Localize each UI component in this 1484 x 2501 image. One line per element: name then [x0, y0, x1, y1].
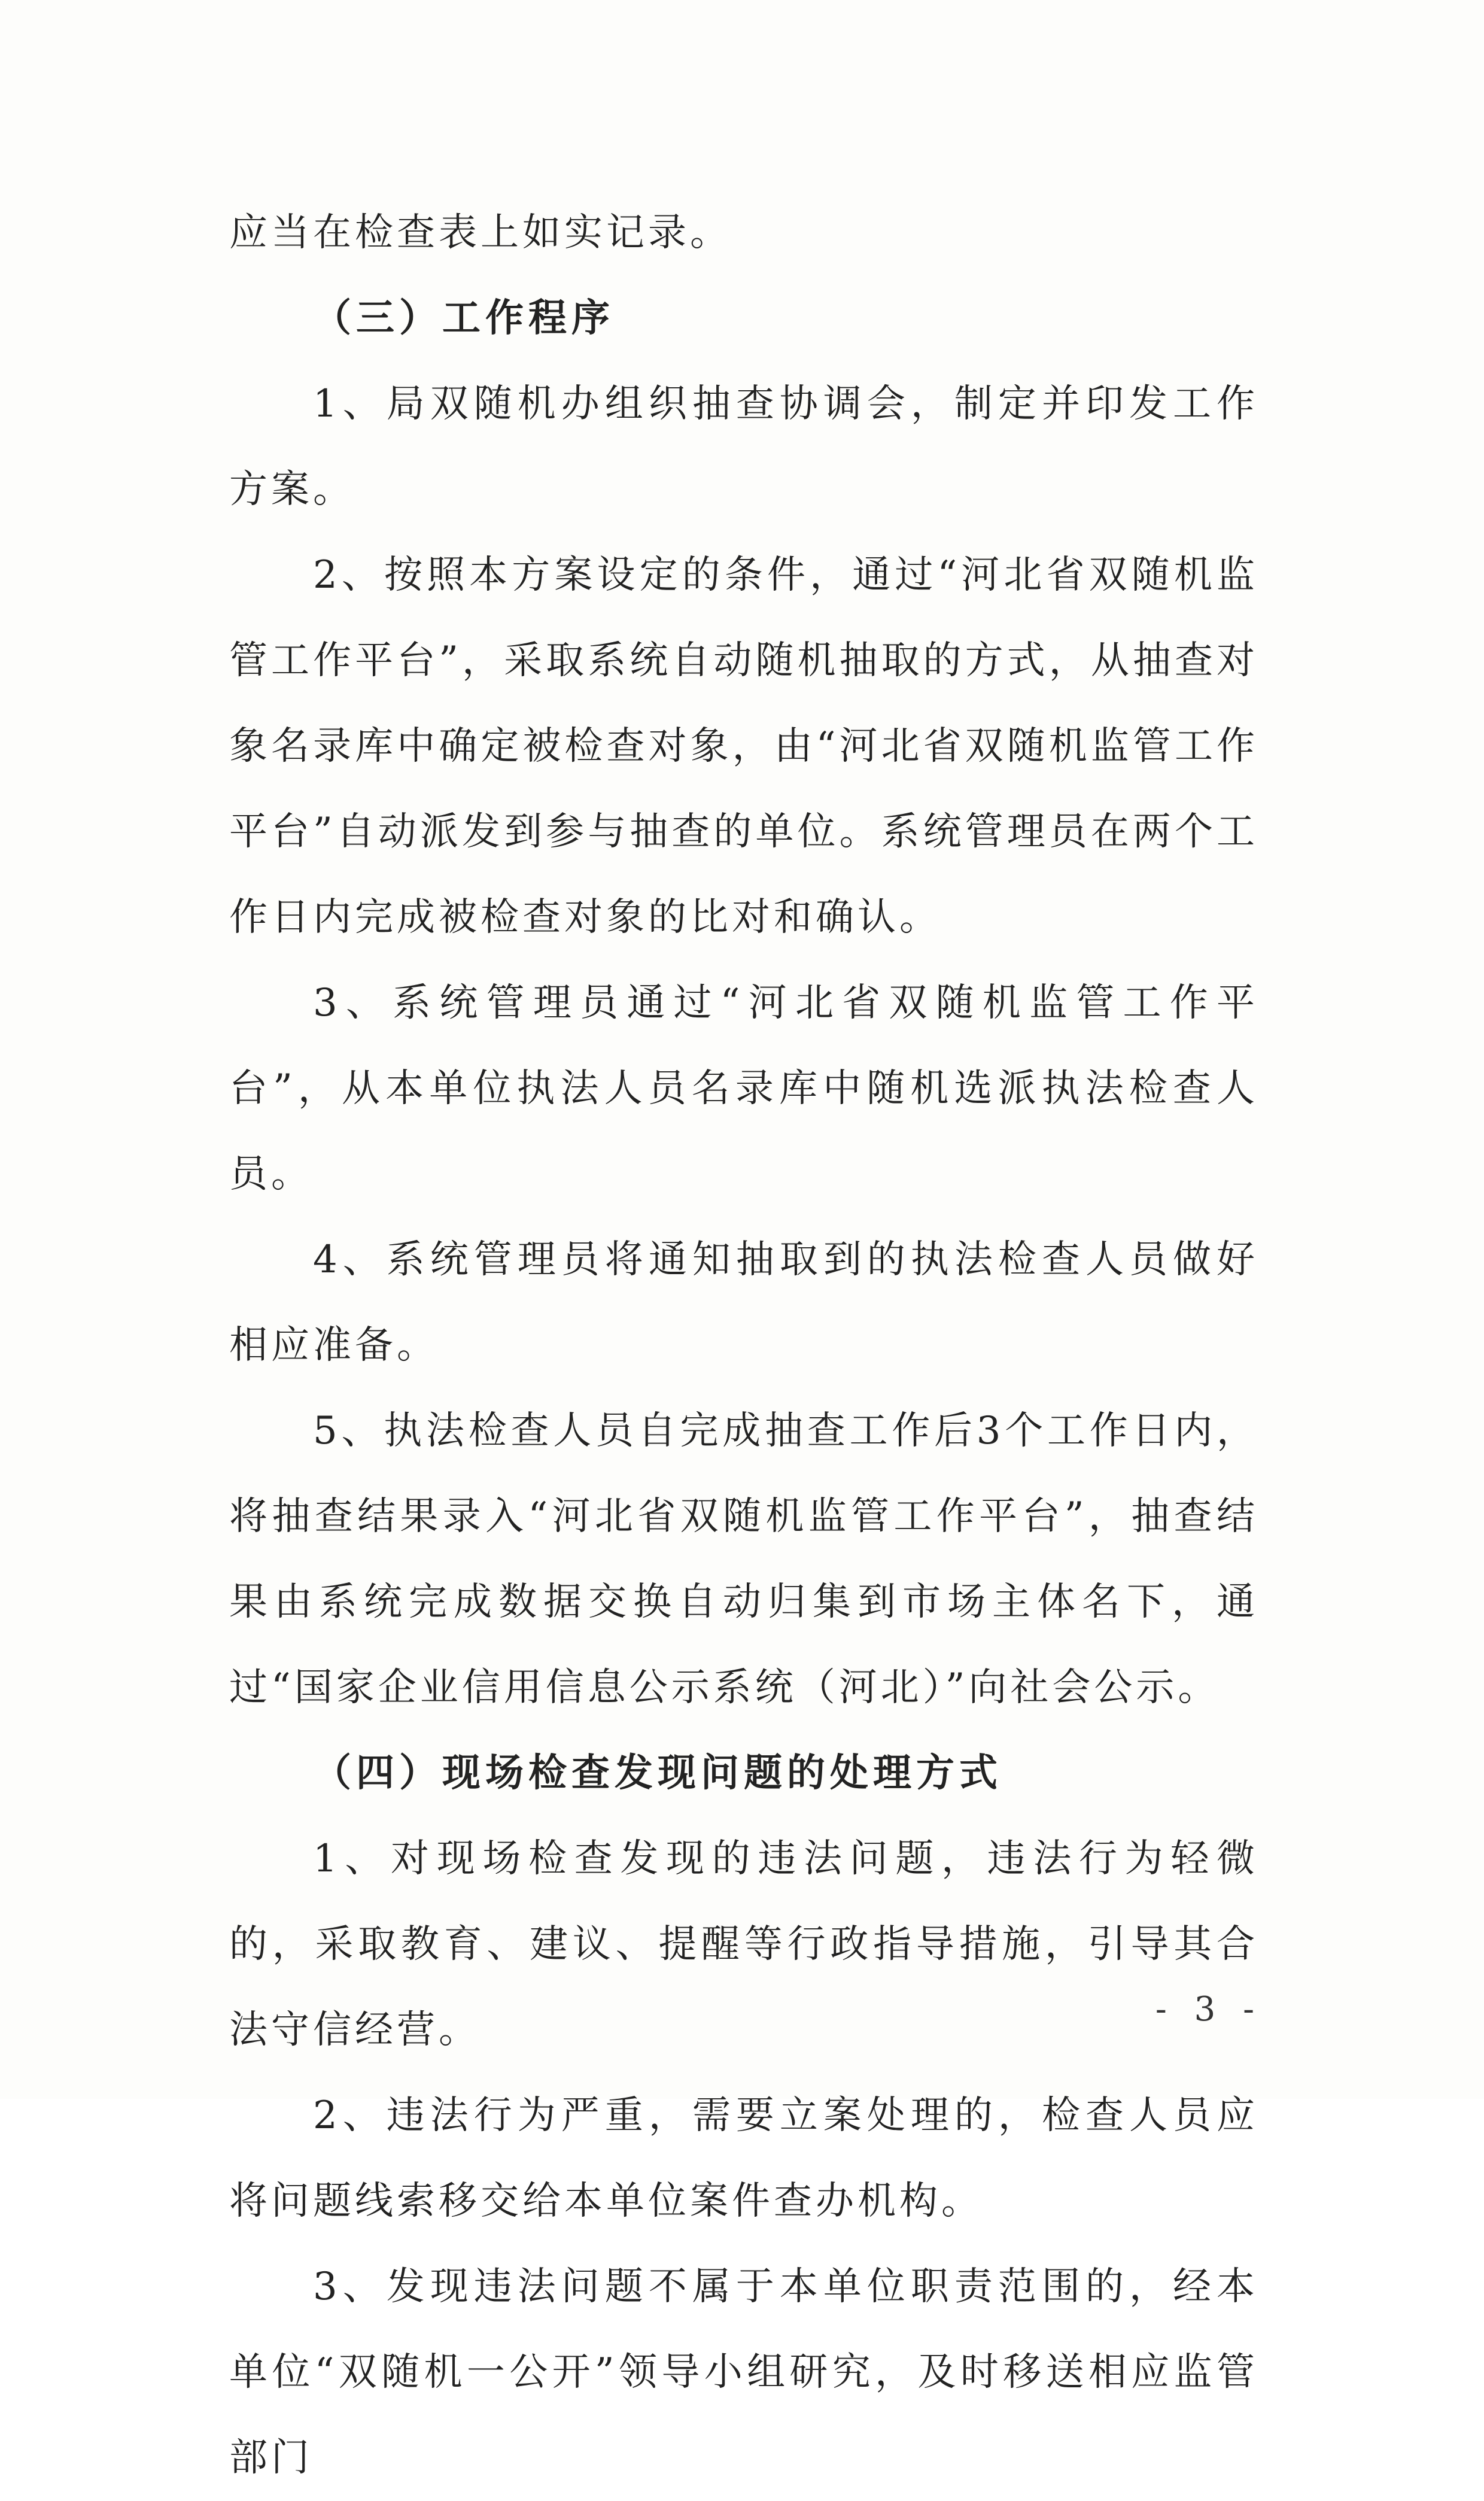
paragraph-item-2: 2、按照本方案设定的条件，通过“河北省双随机监管工作平台”，采取系统自动随机抽取的方式，从抽查对象名录库中确定被检查对象，由“河北省双随机监管工作平台”自动派发到参与抽查的单位。系统管理员在两个工作日内完成被检查对象的比对和确认。	[229, 553, 1258, 940]
paragraph-item-3: 3、系统管理员通过“河北省双随机监管工作平台”，从本单位执法人员名录库中随机选派执法检查人员。	[229, 981, 1258, 1196]
paragraph-item-1: 1、局双随机办组织抽查协调会，制定并印发工作方案。	[229, 382, 1258, 512]
page-number: - 3 -	[1155, 1990, 1263, 2029]
document-body	[229, 190, 1258, 2501]
paragraph-issue-1: 1、对现场检查发现的违法问题，违法行为轻微的，采取教育、建议、提醒等行政指导措施，引导其合法守信经营。	[229, 1837, 1258, 2052]
paragraph-item-4: 4、系统管理员将通知抽取到的执法检查人员做好相应准备。	[229, 1238, 1258, 1368]
section-heading-work-procedure: （三）工作程序	[313, 296, 615, 341]
paragraph-continuation: 应当在检查表上如实记录。	[229, 211, 732, 255]
paragraph-issue-2: 2、违法行为严重，需要立案处理的，检查人员应将问题线索移交给本单位案件查办机构。	[229, 2093, 1258, 2223]
section-heading-issue-handling: （四）现场检查发现问题的处理方式	[313, 1751, 1002, 1795]
paragraph-item-5: 5、执法检查人员自完成抽查工作后3个工作日内，将抽查结果录入“河北省双随机监管工作平台”，抽查结果由系统完成数据交换自动归集到市场主体名下，通过“国家企业信用信息公示系统（河北）”向社会公示。	[229, 1409, 1258, 1710]
paragraph-issue-3: 3、发现违法问题不属于本单位职责范围的，经本单位“双随机一公开”领导小组研究，及时移送相应监管部门	[229, 2265, 1258, 2480]
